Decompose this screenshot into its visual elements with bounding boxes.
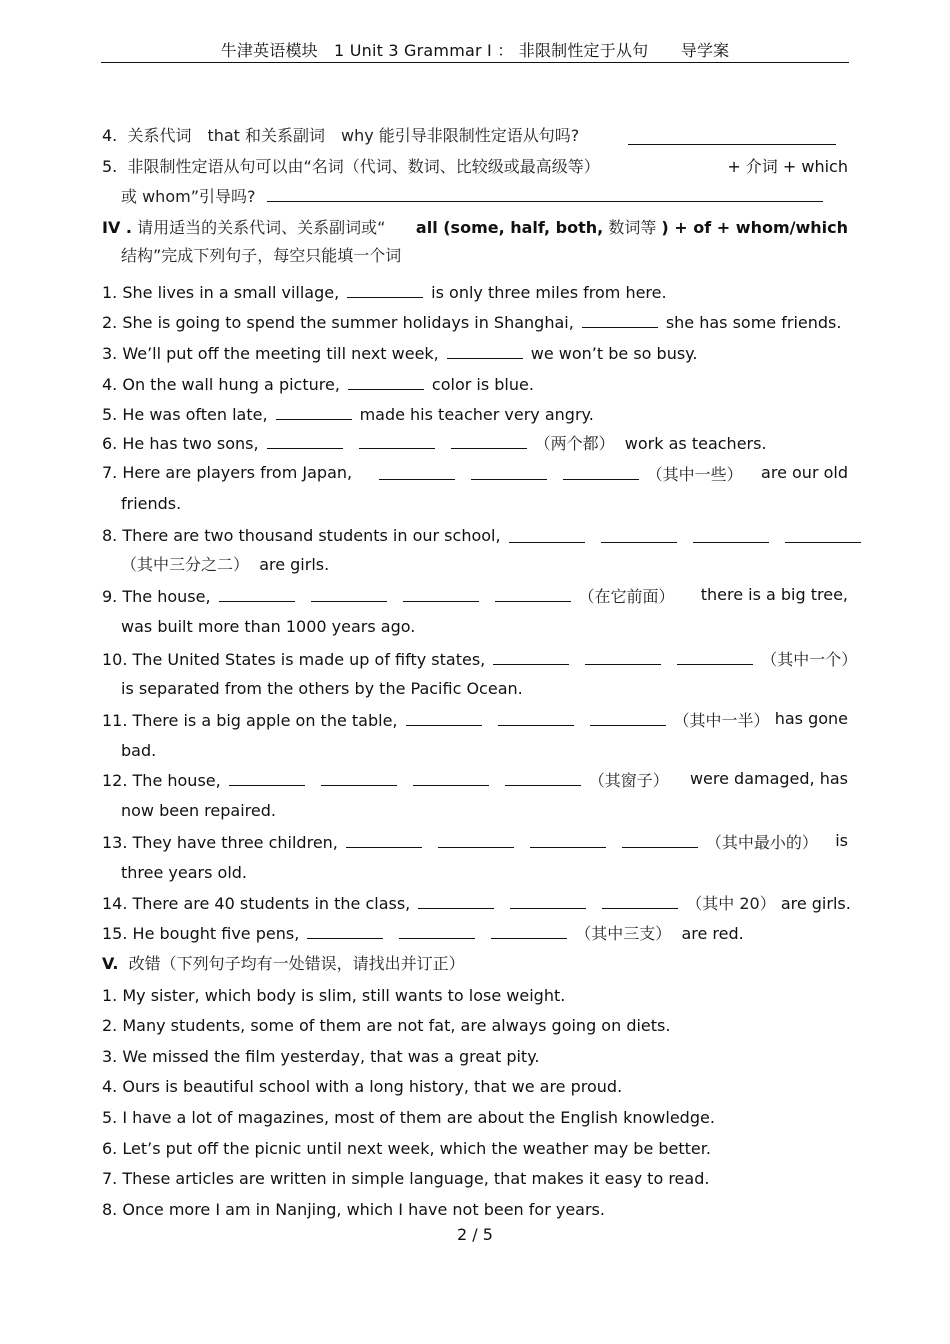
page-header: 牛津英语模块 1 Unit 3 Grammar I ： 非限制性定于从句 导学案: [220, 41, 730, 60]
answer-blank[interactable]: [693, 526, 769, 543]
answer-blank[interactable]: [399, 922, 475, 939]
answer-blank[interactable]: [785, 526, 861, 543]
iv-item-10-cont: is separated from the others by the Pacific Ocean.: [121, 679, 523, 698]
answer-blank[interactable]: [447, 342, 523, 359]
answer-blank[interactable]: [418, 892, 494, 909]
answer-blank[interactable]: [602, 892, 678, 909]
iv-item-7-cont: friends.: [121, 494, 182, 513]
answer-blank[interactable]: [311, 585, 387, 602]
answer-blank[interactable]: [451, 432, 527, 449]
answer-blank[interactable]: [267, 432, 343, 449]
v-item-5: 5. I have a lot of magazines, most of them are about the English knowledge.: [102, 1108, 715, 1127]
iv-item-3: 3. We’ll put off the meeting till next week, we won’t be so busy.: [102, 344, 698, 363]
answer-blank[interactable]: [267, 185, 823, 202]
iv-item-6: 6. He has two sons, （两个都） work as teachers.: [102, 434, 767, 453]
iv-item-9: 9. The house, （在它前面） there is a big tree,: [102, 585, 848, 606]
iv-item-13: 13. They have three children, （其中最小的） is: [102, 831, 848, 852]
iv-item-11-cont: bad.: [121, 741, 157, 760]
answer-blank[interactable]: [438, 831, 514, 848]
iv-item-8: 8. There are two thousand students in our school,: [102, 526, 848, 548]
answer-blank[interactable]: [505, 769, 581, 786]
question-4: 4. 关系代词 that 和关系副词 why 能引导非限制性定语从句吗?: [102, 126, 848, 146]
v-item-2: 2. Many students, some of them are not fat, are always going on diets.: [102, 1016, 671, 1035]
answer-blank[interactable]: [582, 311, 658, 328]
v-item-3: 3. We missed the film yesterday, that was a great pity.: [102, 1047, 540, 1066]
v-item-8: 8. Once more I am in Nanjing, which I have not been for years.: [102, 1200, 605, 1219]
section-v-heading: V. 改错（下列句子均有一处错误，请找出并订正）: [102, 954, 465, 973]
answer-blank[interactable]: [346, 831, 422, 848]
answer-blank[interactable]: [509, 526, 585, 543]
iv-item-12: 12. The house, （其窗子） were damaged, has: [102, 769, 848, 790]
answer-blank[interactable]: [622, 831, 698, 848]
iv-item-8-cont: （其中三分之二） are girls.: [121, 555, 330, 574]
v-item-1: 1. My sister, which body is slim, still wants to lose weight.: [102, 986, 566, 1005]
answer-blank[interactable]: [347, 281, 423, 298]
iv-item-12-cont: now been repaired.: [121, 801, 276, 820]
iv-item-1: 1. She lives in a small village, is only three miles from here.: [102, 283, 667, 302]
page-number: 2 / 5: [457, 1225, 493, 1244]
answer-blank[interactable]: [677, 648, 753, 665]
answer-blank[interactable]: [590, 709, 666, 726]
iv-item-13-cont: three years old.: [121, 863, 248, 882]
v-item-6: 6. Let’s put off the picnic until next week, which the weather may be better.: [102, 1139, 711, 1158]
answer-blank[interactable]: [495, 585, 571, 602]
iv-item-10: 10. The United States is made up of fifty states, （其中一个）: [102, 650, 858, 669]
answer-blank[interactable]: [359, 432, 435, 449]
answer-blank[interactable]: [498, 709, 574, 726]
answer-blank[interactable]: [403, 585, 479, 602]
answer-blank[interactable]: [585, 648, 661, 665]
answer-blank[interactable]: [321, 769, 397, 786]
answer-blank[interactable]: [530, 831, 606, 848]
answer-blank[interactable]: [229, 769, 305, 786]
v-item-4: 4. Ours is beautiful school with a long history, that we are proud.: [102, 1077, 623, 1096]
answer-blank[interactable]: [510, 892, 586, 909]
iv-item-11: 11. There is a big apple on the table, （其中一半） has gone: [102, 709, 848, 730]
header-rule: [101, 62, 849, 63]
iv-item-14: 14. There are 40 students in the class, （其中 20） are girls.: [102, 894, 851, 913]
answer-blank[interactable]: [413, 769, 489, 786]
iv-item-15: 15. He bought five pens, （其中三支） are red.: [102, 924, 744, 943]
answer-blank[interactable]: [276, 403, 352, 420]
iv-item-4: 4. On the wall hung a picture, color is blue.: [102, 375, 534, 394]
answer-blank[interactable]: [491, 922, 567, 939]
answer-blank[interactable]: [471, 463, 547, 480]
iv-item-5: 5. He was often late, made his teacher very angry.: [102, 405, 594, 424]
answer-blank[interactable]: [563, 463, 639, 480]
iv-item-9-cont: was built more than 1000 years ago.: [121, 617, 416, 636]
answer-blank[interactable]: [348, 373, 424, 390]
answer-blank[interactable]: [219, 585, 295, 602]
answer-blank[interactable]: [601, 526, 677, 543]
iv-item-2: 2. She is going to spend the summer holidays in Shanghai, she has some friends.: [102, 313, 842, 332]
v-item-7: 7. These articles are written in simple language, that makes it easy to read.: [102, 1169, 710, 1188]
iv-item-7: 7. Here are players from Japan, （其中一些） are our old: [102, 463, 848, 484]
answer-blank[interactable]: [628, 128, 836, 145]
answer-blank[interactable]: [493, 648, 569, 665]
answer-blank[interactable]: [379, 463, 455, 480]
question-5: 5. 非限制性定语从句可以由“名词（代词、数词、比较级或最高级等） + 介词 + which: [102, 157, 848, 176]
answer-blank[interactable]: [307, 922, 383, 939]
section-iv-heading: IV . 请用适当的关系代词、关系副词或“ all (some, half, both, 数词等 ) + of + whom/which: [102, 218, 848, 237]
section-iv-heading-cont: 结构”完成下列句子，每空只能填一个词: [121, 246, 402, 265]
question-5-cont: 或 whom”引导吗?: [121, 185, 848, 207]
answer-blank[interactable]: [406, 709, 482, 726]
